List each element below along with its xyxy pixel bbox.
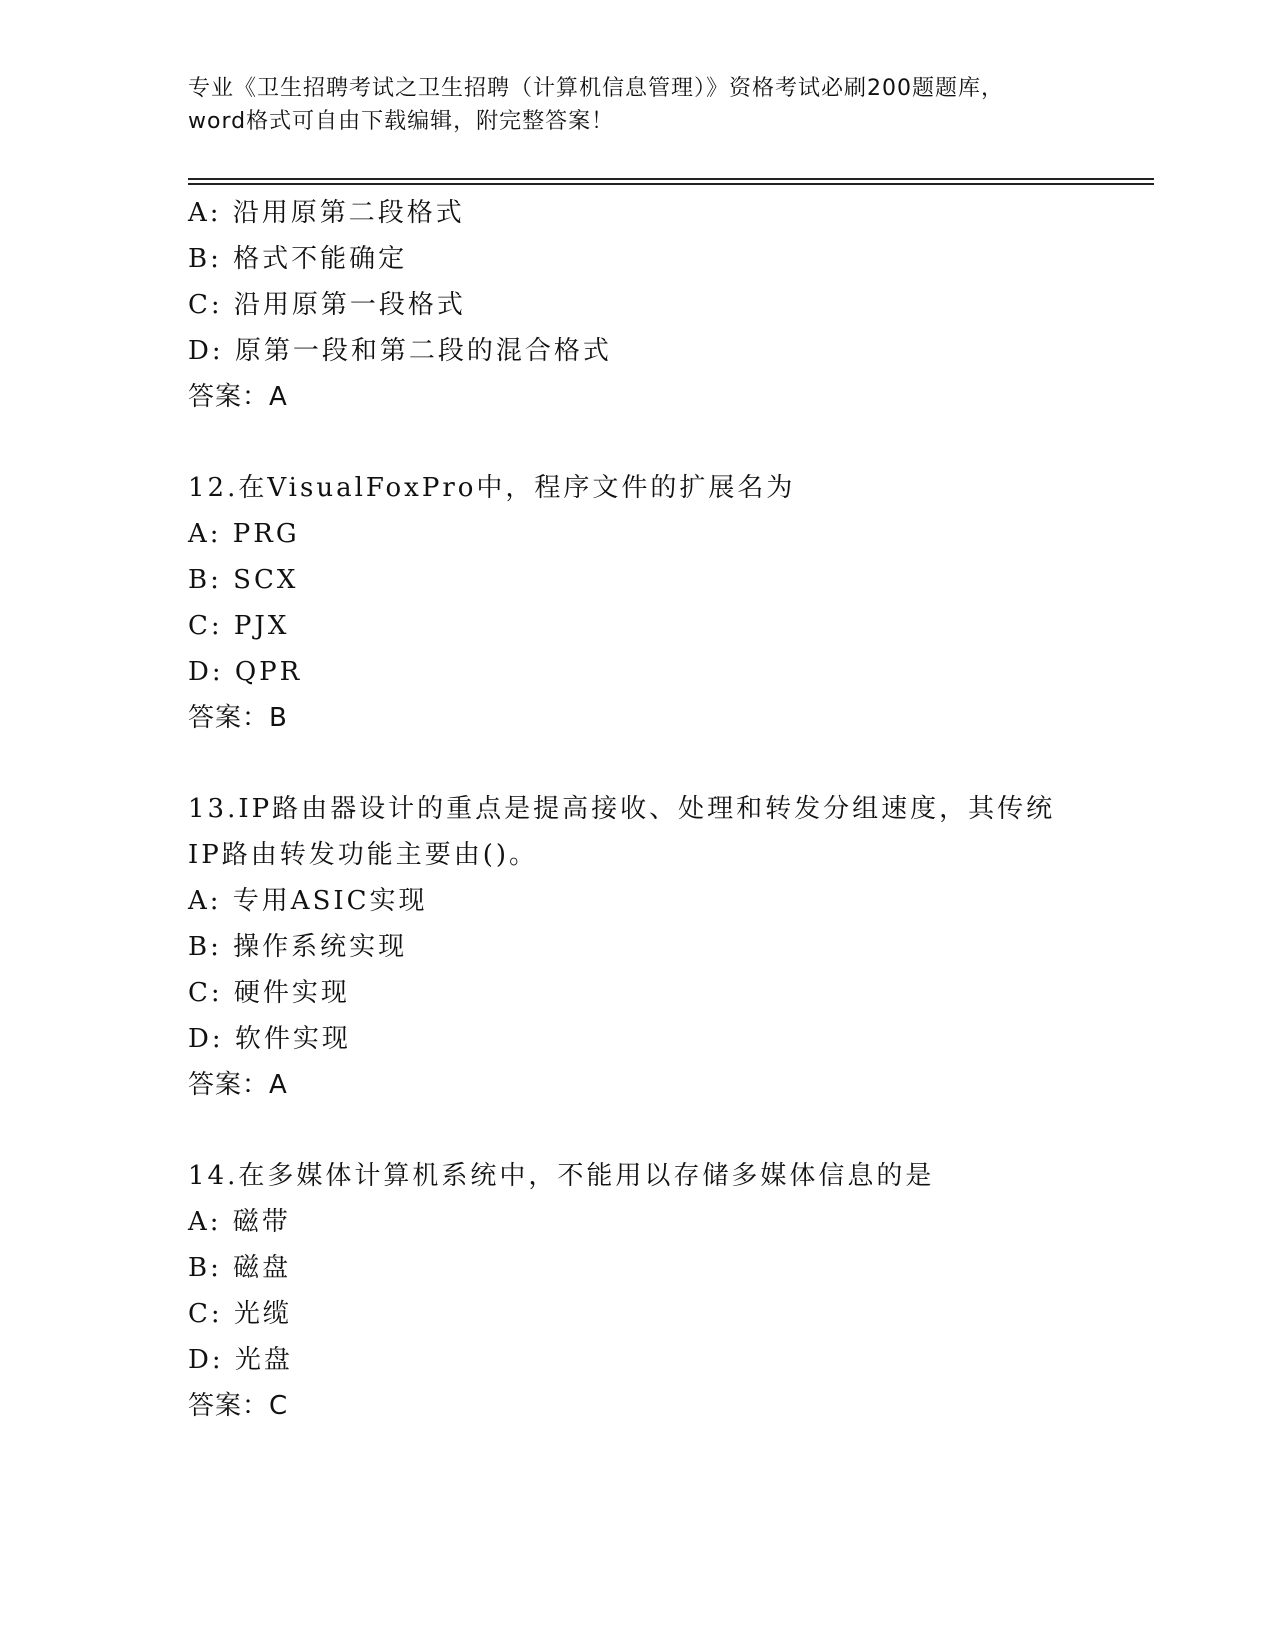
option-a: A: 磁带	[188, 1207, 291, 1237]
option-c: C: 沿用原第一段格式	[188, 290, 466, 320]
option-d: D: 原第一段和第二段的混合格式	[188, 336, 612, 366]
option-c: C: 硬件实现	[188, 978, 350, 1008]
question-title-line-1: 13.IP路由器设计的重点是提高接收、处理和转发分组速度，其传统	[188, 794, 1056, 824]
question-13	[188, 786, 1148, 1108]
header-divider-bottom	[188, 183, 1154, 185]
question-11-continued	[188, 190, 1148, 420]
question-12	[188, 465, 1148, 741]
question-list	[188, 190, 1148, 1429]
question-title: 12.在VisualFoxPro中，程序文件的扩展名为	[188, 473, 796, 503]
header-divider-top	[188, 178, 1154, 180]
header-line-2: word格式可自由下载编辑，附完整答案！	[188, 109, 615, 134]
option-b: B: 操作系统实现	[188, 932, 408, 962]
answer: 答案：A	[188, 1070, 288, 1100]
option-a: A: 专用ASIC实现	[188, 886, 428, 916]
option-b: B: 格式不能确定	[188, 244, 408, 274]
option-d: D: 软件实现	[188, 1024, 351, 1054]
option-d: D: 光盘	[188, 1345, 293, 1375]
question-14	[188, 1153, 1148, 1429]
option-a: A: 沿用原第二段格式	[188, 198, 465, 228]
answer: 答案：A	[188, 382, 288, 412]
option-d: D: QPR	[188, 657, 303, 687]
option-c: C: 光缆	[188, 1299, 292, 1329]
question-title-line-2: IP路由转发功能主要由()。	[188, 840, 539, 870]
option-b: B: SCX	[188, 565, 299, 595]
question-title: 14.在多媒体计算机系统中，不能用以存储多媒体信息的是	[188, 1161, 935, 1191]
header-line-1: 专业《卫生招聘考试之卫生招聘（计算机信息管理）》资格考试必刷200题题库，	[188, 76, 1004, 101]
option-a: A: PRG	[188, 519, 300, 549]
answer: 答案：B	[188, 703, 288, 733]
option-c: C: PJX	[188, 611, 290, 641]
option-b: B: 磁盘	[188, 1253, 292, 1283]
answer: 答案：C	[188, 1391, 289, 1421]
document-header	[188, 72, 1088, 138]
